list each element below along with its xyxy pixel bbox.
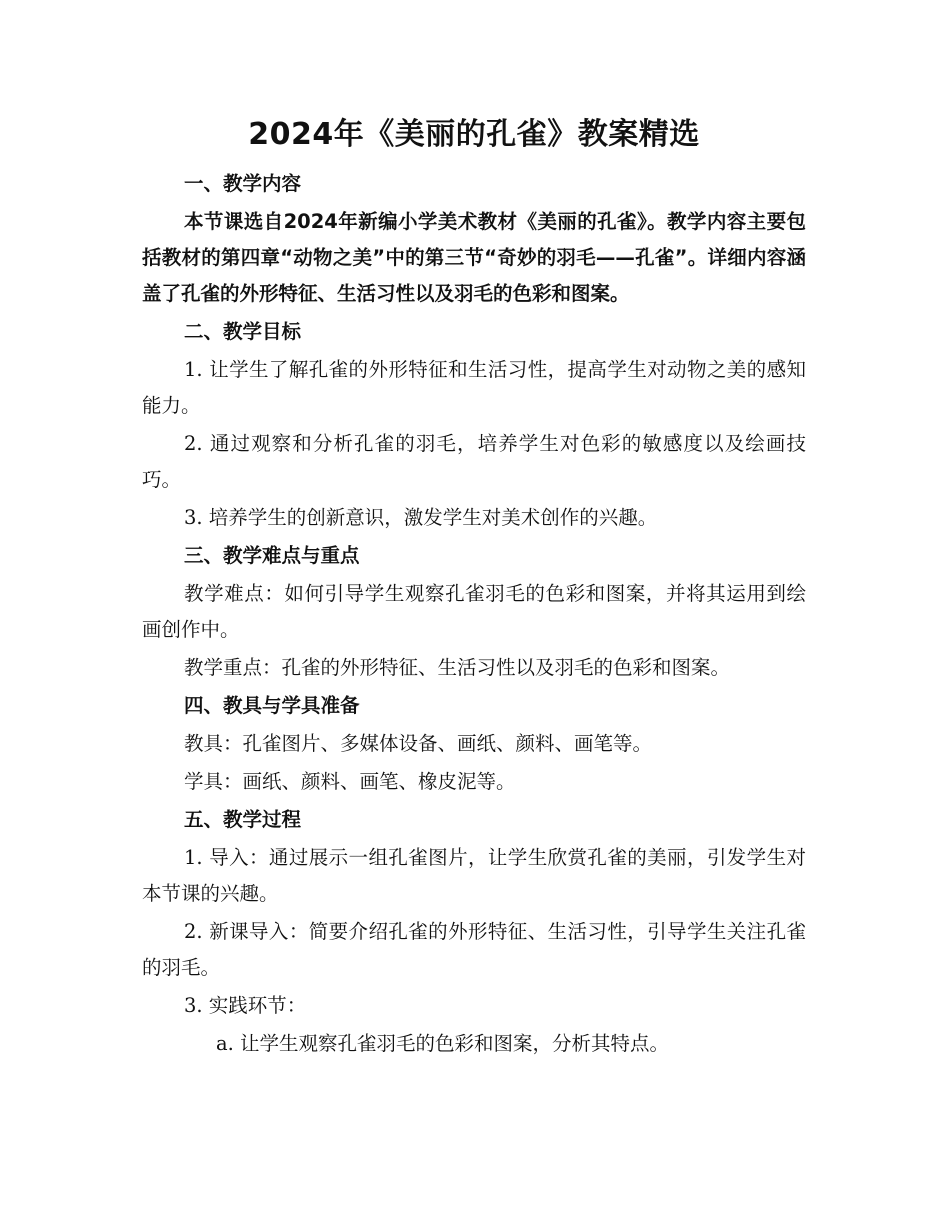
section-heading-teaching-content: 一、教学内容 xyxy=(184,172,302,195)
goal-item-3: 3. 培养学生的创新意识，激发学生对美术创作的兴趣。 xyxy=(184,506,658,529)
focus-paragraph: 教学重点：孔雀的外形特征、生活习性以及羽毛的色彩和图案。 xyxy=(184,656,731,679)
process-item-3: 3. 实践环节： xyxy=(184,994,307,1017)
process-item-2: 2. 新课导入：简要介绍孔雀的外形特征、生活习性，引导学生关注孔雀的羽毛。 xyxy=(142,920,806,979)
teaching-content-paragraph: 本节课选自2024年新编小学美术教材《美丽的孔雀》。教学内容主要包括教材的第四章“动物之美”中的第三节“奇妙的羽毛——孔雀”。详细内容涵盖了孔雀的外形特征、生活习性以及羽毛的色彩和图案。 xyxy=(142,210,806,305)
goal-item-2: 2. 通过观察和分析孔雀的羽毛，培养学生对色彩的敏感度以及绘画技巧。 xyxy=(142,432,806,491)
process-subitem-a: a. 让学生观察孔雀羽毛的色彩和图案，分析其特点。 xyxy=(216,1032,670,1055)
document-title: 2024年《美丽的孔雀》教案精选 xyxy=(248,117,700,152)
difficulty-paragraph: 教学难点：如何引导学生观察孔雀羽毛的色彩和图案，并将其运用到绘画创作中。 xyxy=(142,582,806,641)
goal-item-1: 1. 让学生了解孔雀的外形特征和生活习性，提高学生对动物之美的感知能力。 xyxy=(142,358,806,417)
student-tools-paragraph: 学具：画纸、颜料、画笔、橡皮泥等。 xyxy=(184,770,516,793)
teacher-tools-paragraph: 教具：孔雀图片、多媒体设备、画纸、颜料、画笔等。 xyxy=(184,732,653,755)
process-item-1: 1. 导入：通过展示一组孔雀图片，让学生欣赏孔雀的美丽，引发学生对本节课的兴趣。 xyxy=(142,846,806,905)
document-content xyxy=(142,108,806,1064)
section-heading-materials: 四、教具与学具准备 xyxy=(184,694,360,717)
section-heading-teaching-goals: 二、教学目标 xyxy=(184,320,302,343)
section-heading-difficulty-focus: 三、教学难点与重点 xyxy=(184,544,360,567)
section-heading-teaching-process: 五、教学过程 xyxy=(184,808,302,831)
